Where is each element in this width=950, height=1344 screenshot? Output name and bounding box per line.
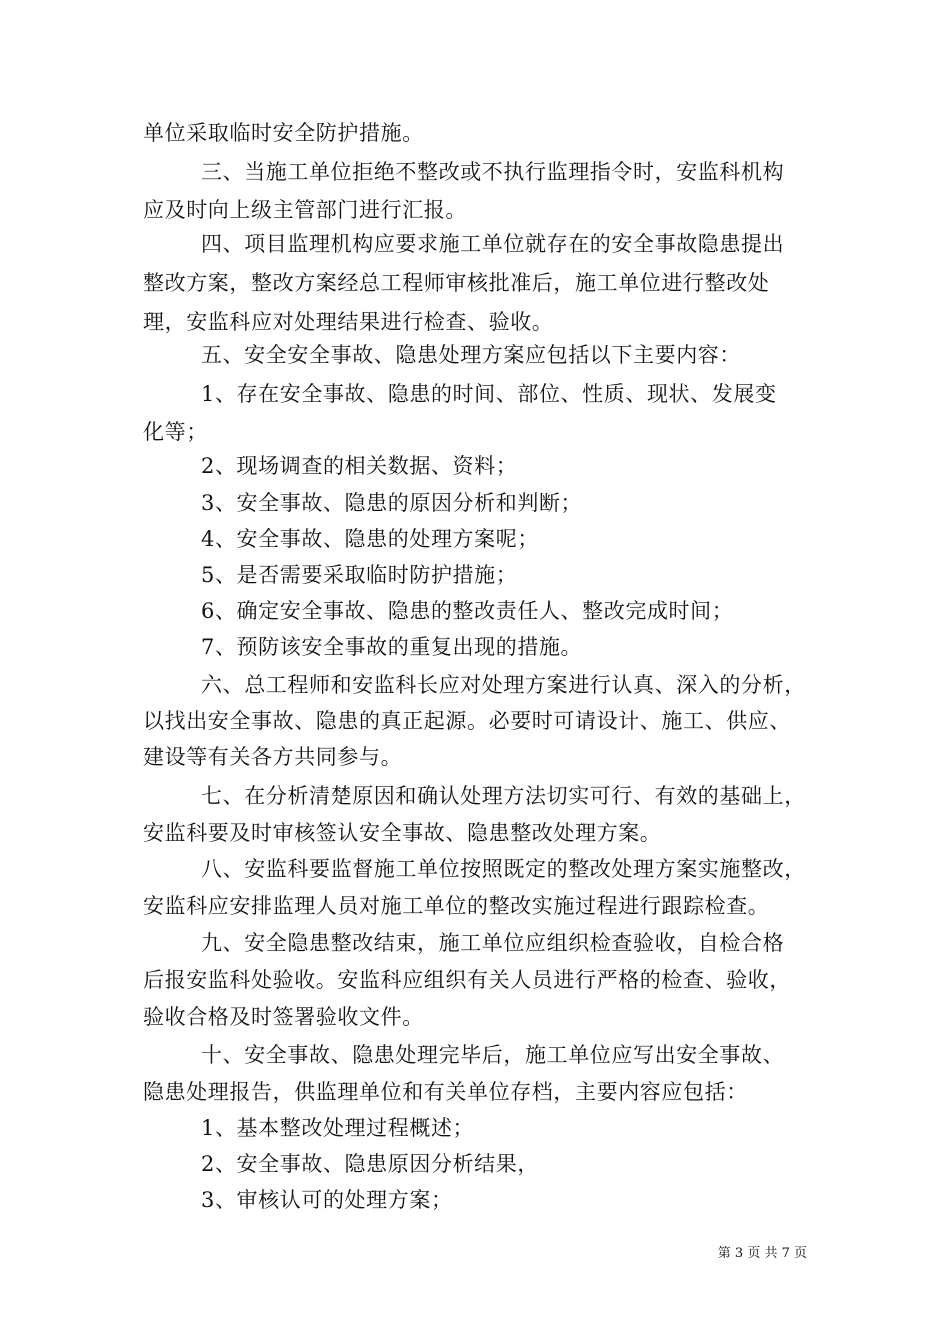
text-line: 建设等有关各方共同参与。	[143, 745, 403, 769]
text-line: 整改方案，整改方案经总工程师审核批准后，施工单位进行整改处	[143, 271, 770, 295]
text-line: 九、安全隐患整改结束，施工单位应组织检查验收，自检合格	[201, 931, 785, 955]
text-line: 隐患处理报告，供监理单位和有关单位存档，主要内容应包括：	[143, 1080, 748, 1104]
text-line: 六、总工程师和安监科长应对处理方案进行认真、深入的分析，	[201, 673, 806, 697]
text-line: 后报安监科处验收。安监科应组织有关人员进行严格的检查、验收，	[143, 968, 791, 992]
text-line: 5、是否需要采取临时防护措施；	[201, 563, 518, 587]
text-line: 2、现场调查的相关数据、资料；	[201, 454, 518, 478]
text-line: 五、安全安全事故、隐患处理方案应包括以下主要内容：	[201, 343, 741, 367]
text-line: 1、存在安全事故、隐患的时间、部位、性质、现状、发展变	[201, 382, 777, 406]
text-line: 3、审核认可的处理方案；	[201, 1188, 453, 1212]
text-line: 化等；	[143, 420, 208, 444]
text-line: 理，安监科应对处理结果进行检查、验收。	[143, 310, 554, 334]
text-line: 七、在分析清楚原因和确认处理方法切实可行、有效的基础上，	[201, 784, 806, 808]
text-line: 2、安全事故、隐患原因分析结果，	[201, 1152, 539, 1176]
text-line: 安监科应安排监理人员对施工单位的整改实施过程进行跟踪检查。	[143, 894, 770, 918]
text-line: 四、项目监理机构应要求施工单位就存在的安全事故隐患提出	[201, 232, 785, 256]
text-line: 单位采取临时安全防护措施。	[143, 121, 424, 145]
text-line: 安监科要及时审核签认安全事故、隐患整改处理方案。	[143, 821, 662, 845]
text-line: 6、确定安全事故、隐患的整改责任人、整改完成时间；	[201, 599, 734, 623]
page-number: 第 3 页 共 7 页	[717, 1246, 807, 1261]
text-line: 7、预防该安全事故的重复出现的措施。	[201, 635, 583, 659]
text-line: 三、当施工单位拒绝不整改或不执行监理指令时，安监科机构	[201, 160, 785, 184]
text-line: 应及时向上级主管部门进行汇报。	[143, 198, 467, 222]
text-line: 4、安全事故、隐患的处理方案呢；	[201, 527, 539, 551]
text-line: 以找出安全事故、隐患的真正起源。必要时可请设计、施工、供应、	[143, 709, 791, 733]
text-line: 1、基本整改处理过程概述；	[201, 1116, 475, 1140]
text-line: 验收合格及时签署验收文件。	[143, 1005, 424, 1029]
text-line: 3、安全事故、隐患的原因分析和判断；	[201, 491, 583, 515]
text-line: 八、安监科要监督施工单位按照既定的整改处理方案实施整改，	[201, 857, 806, 881]
text-line: 十、安全事故、隐患处理完毕后，施工单位应写出安全事故、	[201, 1043, 785, 1067]
